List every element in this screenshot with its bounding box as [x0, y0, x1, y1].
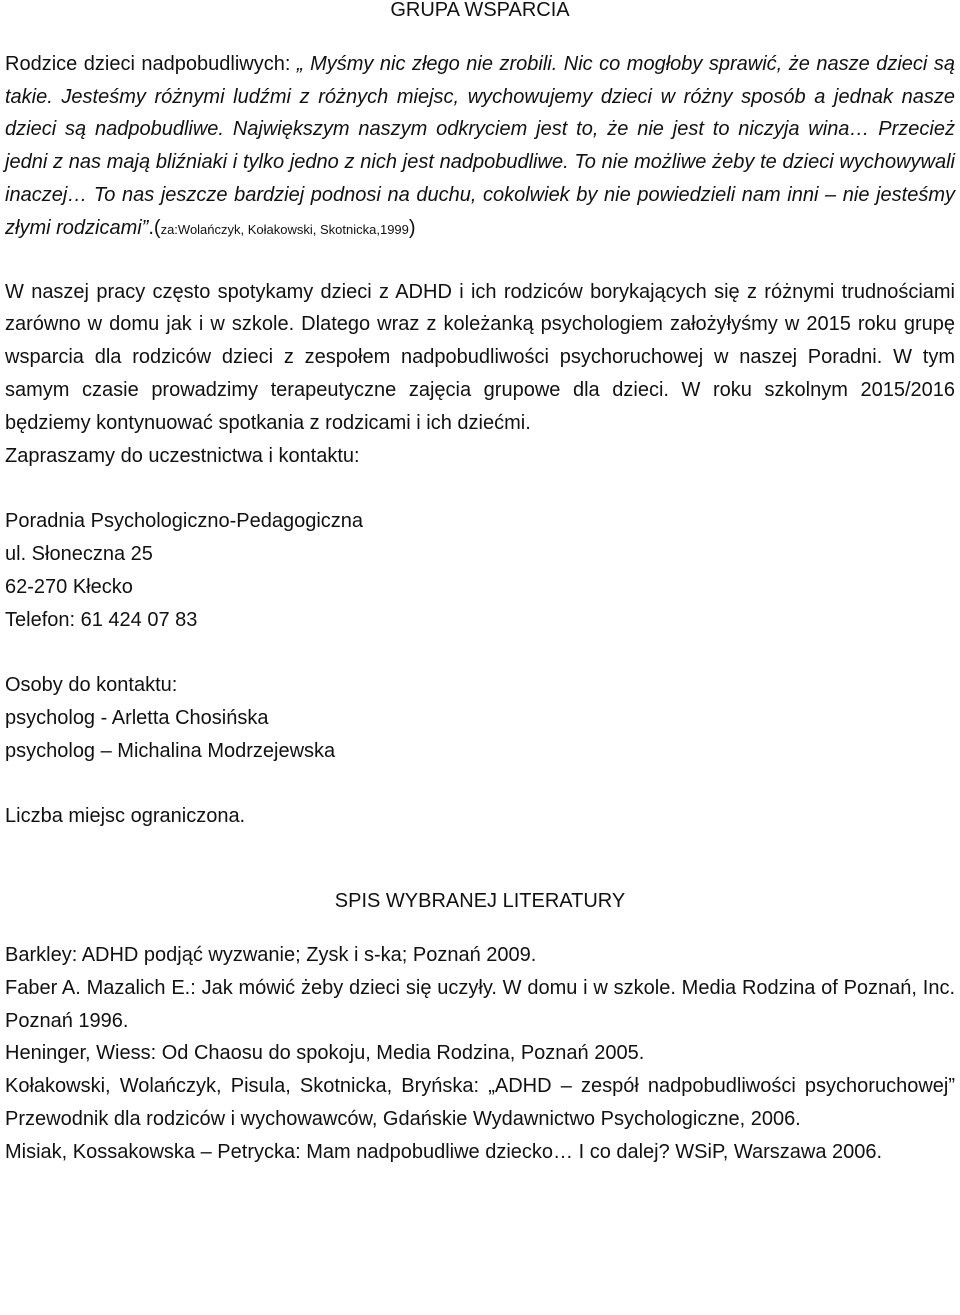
address-city: 62-270 Kłecko: [5, 575, 133, 598]
literature-list: [5, 939, 955, 1169]
quote-cite-open: .(: [148, 216, 161, 239]
invitation-line: Zapraszamy do uczestnictwa i kontaktu:: [5, 444, 360, 467]
literature-item: Misiak, Kossakowska – Petrycka: Mam nadpobudliwe dziecko… I co dalej? WSiP, Warszawa 2006.: [5, 1140, 883, 1163]
contacts-heading: Osoby do kontaktu:: [5, 674, 178, 697]
intro-paragraph: W naszej pracy często spotykamy dzieci z ADHD i ich rodziców borykających się z różnymi trudnościami zarówno w domu jak i w szkole. Dlatego wraz z koleżanką psychologiem założyłyśmy w 2015 roku grupę wsparcia dla rodziców dzieci z zespołem nadpobudliwości psychoruchowej w naszej Poradni. W tym samym czasie prowadzimy terapeutyczne zajęcia grupowe dla dzieci. W roku szkolnym 2015/2016 będziemy kontynuować spotkania z rodzicami i ich dziećmi.: [5, 280, 955, 434]
literature-item: Faber A. Mazalich E.: Jak mówić żeby dzieci się uczyły. W domu i w szkole. Media Rodzina of Poznań, Inc. Poznań 1996.: [5, 976, 955, 1032]
quote-cite-close: ): [408, 216, 416, 239]
address-street: ul. Słoneczna 25: [5, 542, 153, 565]
address-name: Poradnia Psychologiczno-Pedagogiczna: [5, 510, 364, 533]
address-phone: Telefon: 61 424 07 83: [5, 608, 198, 631]
quote-text: „ Myśmy nic złego nie zrobili. Nic co mogłoby sprawić, że nasze dzieci są takie. Jesteśmy różnymi ludźmi z różnych miejsc, wychowujemy dzieci w różny sposób a jednak nasze dzieci są nadpobudliwe. Największym naszym odkryciem jest to, że nie jest to niczyja wina… Przecież jedni z nas mają bliźniaki i tylko jedno z nich jest nadpobudliwe. To nie możliwe żeby te dzieci wychowywali inaczej… To nas jeszcze bardziej podnosi na duchu, cokolwiek by nie powiedzieli nam inni – nie jesteśmy złymi rodzicami”: [5, 52, 956, 239]
contact-person: psycholog – Michalina Modrzejewska: [5, 739, 336, 762]
literature-item: Kołakowski, Wolańczyk, Pisula, Skotnicka, Bryńska: „ADHD – zespół nadpobudliwości psychoruchowej” Przewodnik dla rodziców i wychowawców, Gdańskie Wydawnictwo Psychologiczne, 2006.: [5, 1075, 955, 1130]
address-block: [5, 505, 955, 636]
quote-lead: Rodzice dzieci nadpobudliwych:: [5, 52, 297, 75]
contact-person: psycholog - Arletta Chosińska: [5, 706, 269, 729]
quote-citation: za:Wolańczyk, Kołakowski, Skotnicka,1999: [160, 221, 409, 237]
literature-heading: SPIS WYBRANEJ LITERATURY: [334, 890, 626, 913]
document-title: GRUPA WSPARCIA: [390, 0, 570, 21]
quote-paragraph: [5, 48, 955, 247]
literature-item: Barkley: ADHD podjąć wyzwanie; Zysk i s-ka; Poznań 2009.: [5, 943, 537, 966]
literature-item: Heninger, Wiess: Od Chaosu do spokoju, Media Rodzina, Poznań 2005.: [5, 1042, 645, 1065]
contacts-block: [5, 669, 955, 767]
limited-places-note: Liczba miejsc ograniczona.: [5, 805, 246, 828]
document-page: [5, 0, 955, 1169]
